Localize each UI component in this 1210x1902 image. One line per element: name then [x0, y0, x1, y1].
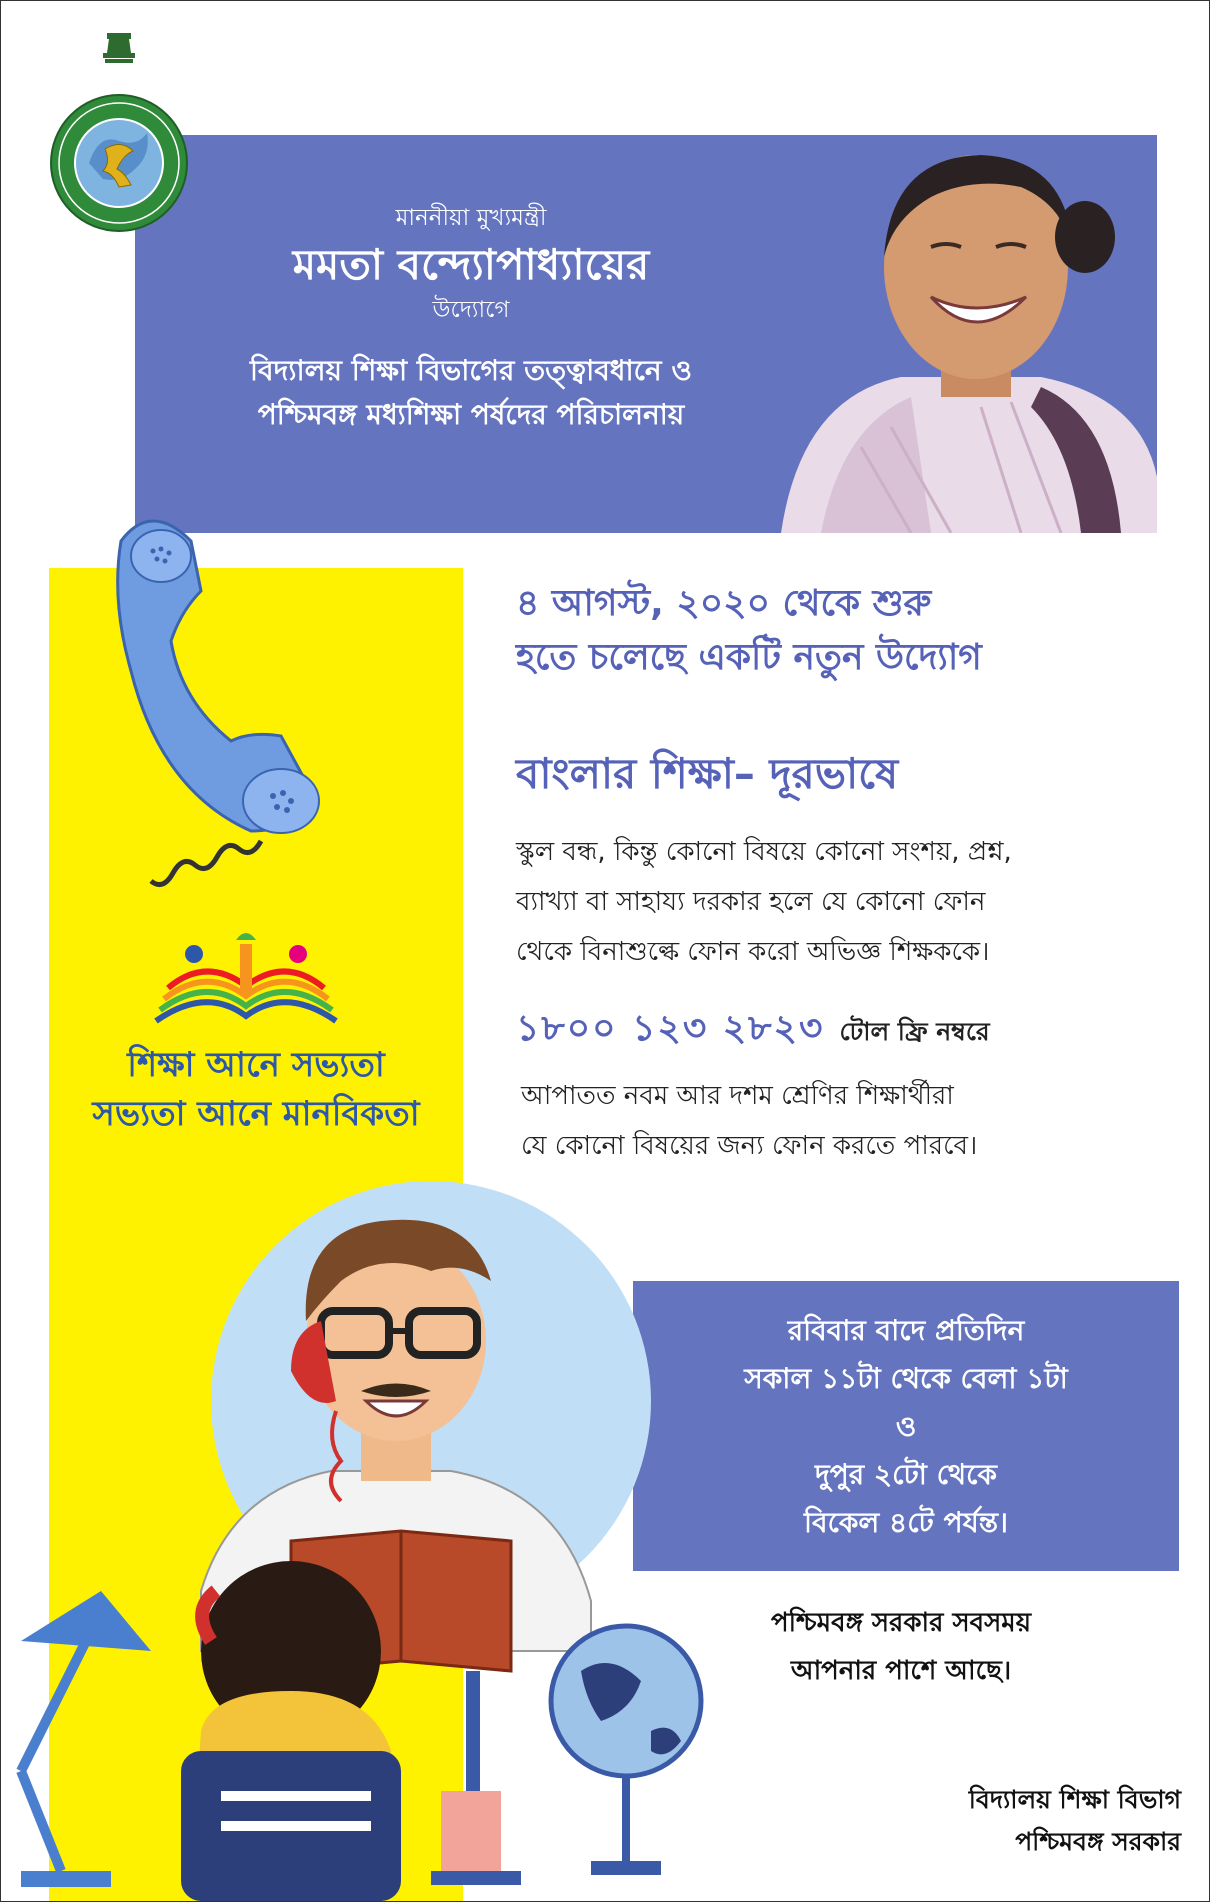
desk-lamp-icon [21, 1591, 151, 1887]
supervision-line: বিদ্যালয় শিক্ষা বিভাগের তত্ত্বাবধানে ও [250, 354, 692, 387]
gov-note-line-2: আপনার পাশে আছে। [790, 1656, 1012, 1686]
program-description [516, 827, 1156, 977]
teacher-student-illustration [1, 1171, 721, 1901]
initiative-label: উদ্যোগে [432, 297, 510, 323]
program-title: বাংলার শিক্ষা– দূরভাষে [516, 749, 899, 798]
honorific: মাননীয়া মুখ্যমন্ত্রী [395, 205, 547, 231]
desc-line-3: থেকে বিনাশুল্কে ফোন করো অভিজ্ঞ শিক্ষককে। [516, 937, 990, 967]
desc-line-2: ব্যাখ্যা বা সাহায্য দরকার হলে যে কোনো ফোন [516, 887, 986, 917]
schedule-line-2: সকাল ১১টা থেকে বেলা ১টা [744, 1362, 1068, 1395]
schedule-line-4: দুপুর ২টো থেকে [815, 1458, 997, 1491]
government-note [701, 1599, 1101, 1695]
launch-announcement [516, 577, 982, 685]
tollfree-number: ১৮০০ ১২৩ ২৮২৩ [516, 1008, 825, 1049]
launch-line-2: হতে চলেছে একটি নতুন উদ্যোগ [516, 637, 982, 678]
microscope-icon [431, 1671, 521, 1885]
schedule-line-5: বিকেল ৪টে পর্যন্ত। [803, 1506, 1009, 1539]
motto-line-2: সভ্যতা আনে মানবিকতা [92, 1094, 420, 1134]
tollfree-line [516, 1001, 990, 1061]
eligibility-text [521, 1071, 1141, 1171]
ashoka-emblem-icon [103, 33, 135, 63]
schedule-text [646, 1307, 1166, 1547]
gov-note-line-1: পশ্চিমবঙ্গ সরকার সবসময় [770, 1608, 1032, 1638]
launch-line-1: ৪ আগস্ট, ২০২০ থেকে শুরু [516, 583, 932, 624]
eligibility-line-2: যে কোনো বিষয়ের জন্য ফোন করতে পারবে। [521, 1131, 978, 1161]
issuing-department [851, 1779, 1181, 1863]
department-name: বিদ্যালয় শিক্ষা বিভাগ [968, 1785, 1181, 1814]
chief-minister-name: মমতা বন্দ্যোপাধ্যায়ের [292, 240, 650, 289]
tollfree-label: টোল ফ্রি নম্বরে [839, 1017, 990, 1046]
eligibility-line-1: আপাতত নবম আর দশম শ্রেণির শিক্ষার্থীরা [521, 1081, 954, 1111]
schedule-line-1: রবিবার বাদে প্রতিদিন [787, 1314, 1025, 1347]
telephone-receiver-icon [101, 501, 351, 901]
header-text [201, 201, 741, 437]
west-bengal-emblem-icon [39, 23, 199, 233]
motto-line-1: শিক্ষা আনে সভ্যতা [127, 1045, 385, 1085]
desc-line-1: স্কুল বন্ধ, কিন্তু কোনো বিষয়ে কোনো সংশয়, প্রশ্ন, [516, 837, 1012, 867]
globe-icon [551, 1626, 701, 1875]
government-name: পশ্চিমবঙ্গ সরকার [1015, 1827, 1181, 1856]
motto [49, 1041, 463, 1139]
schedule-line-3: ও [895, 1410, 917, 1443]
management-line: পশ্চিমবঙ্গ মধ্যশিক্ষা পর্ষদের পরিচালনায় [257, 398, 685, 431]
chief-minister-portrait [781, 147, 1157, 533]
student-figure [181, 1561, 401, 1901]
open-book-logo-icon [146, 926, 346, 1041]
